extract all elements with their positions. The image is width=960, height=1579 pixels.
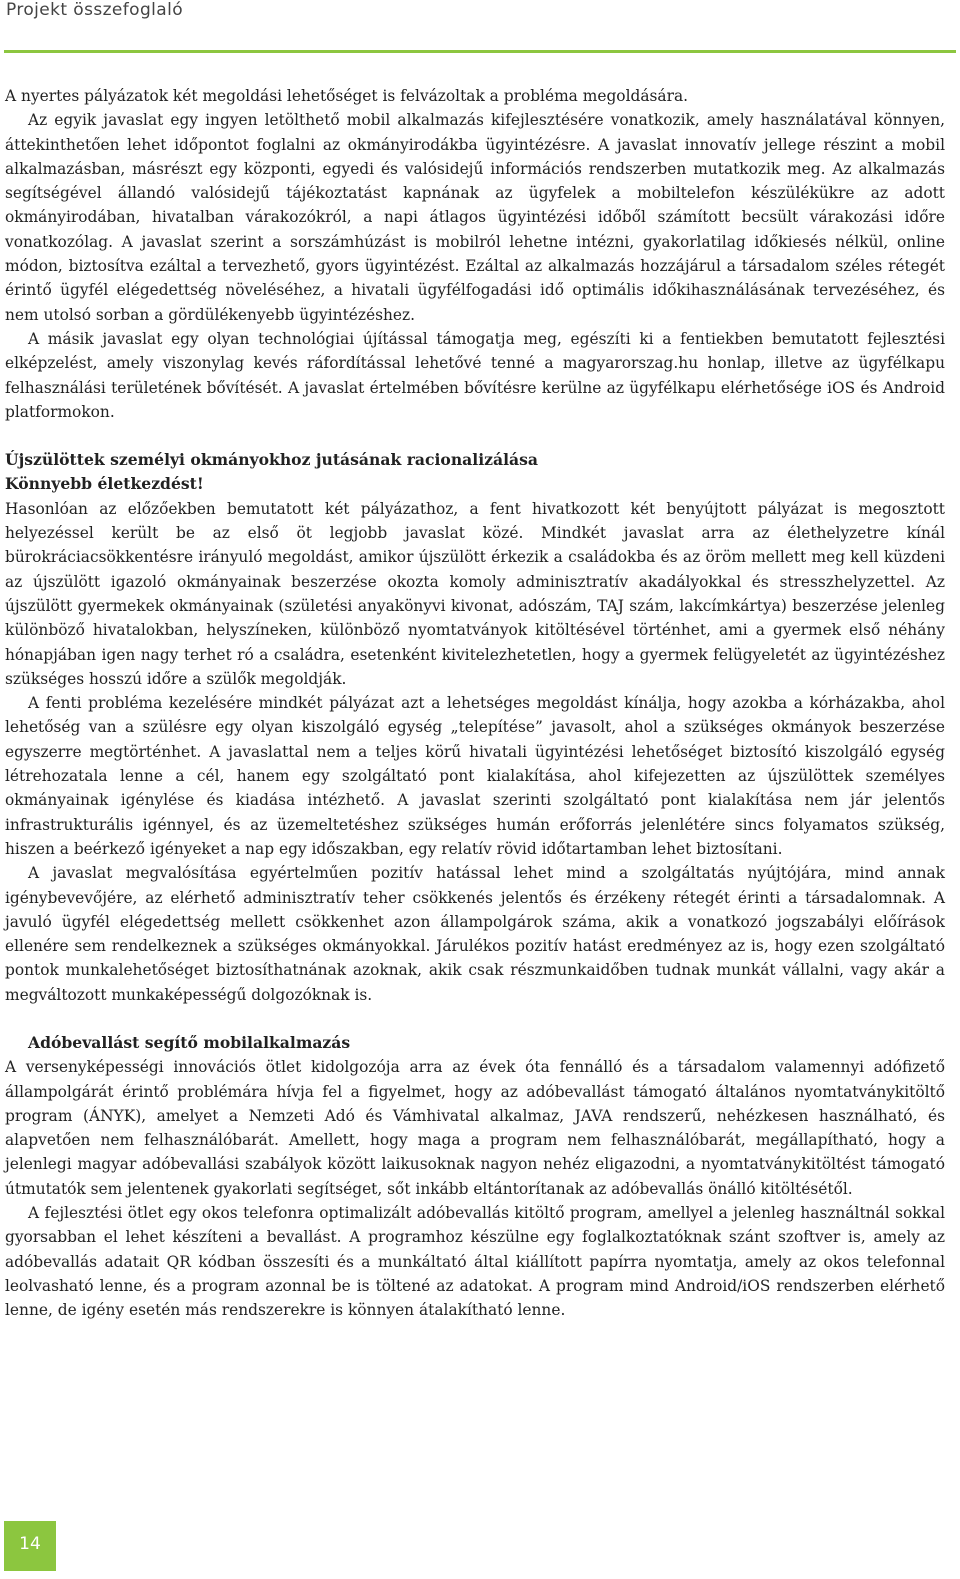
section-subheading-newborn: Könnyebb életkezdést!	[5, 474, 204, 494]
page-number: 14	[19, 1534, 41, 1554]
intro-paragraph: A másik javaslat egy olyan technológiai újítással támogatja meg, egészíti ki a fentiekben bemutatott fejlesztési elképzelést, amely viszonylag kevés ráfordítással lehetővé tenné a magyarorszag.hu honlap, illetve az ügyfélkapu felhasználási területének bővítését. A javaslat értelmében bővítésre kerülne az ügyfélkapu elérhetősége iOS és Android platformokon.	[5, 329, 945, 421]
section-paragraph: A fenti probléma kezelésére mindkét pályázat azt a lehetséges megoldást kínálja, hogy azokba a kórházakba, ahol lehetőség van a szülésre egy olyan kiszolgáló egység „telepítése” javasolt, ahol a szükséges okmányok beszerzése egyszerre megtörténhet. A javaslattal nem a teljes körű hivatali ügyintézési lehetőséget biztosító kiszolgáló egység létrehozatala lenne a cél, hanem egy szolgáltató pont kialakítása, ahol kifejezetten az újszülöttek személyes okmányainak igénylése és kiadása intézhető. A javaslat szerinti szolgáltató pont kialakítása nem jár jelentős infrastrukturális igénnyel, és az üzemeltetéshez szükséges humán erőforrás jelenlétére sincs folyamatos szükség, hiszen a beérkező igényeket a nap egy időszakban, egy relatív rövid időtartamban lehet biztosítani.	[5, 694, 945, 858]
intro-paragraph: Az egyik javaslat egy ingyen letölthető mobil alkalmazás kifejlesztésére vonatkozik, amely használatával könnyen, áttekinthetően lehet időpontot foglalni az okmányirodákba ügyintézésre. A javaslat innovatív jellege részint a mobil alkalmazásban, másrészt egy központi, egyedi és valósidejű információs rendszerben mutatkozik meg. Az alkalmazás segítségével állandó valósidejű tájékoztatást kapnának az ügyfelek a mobiltelefon készülékükre az adott okmányirodában, hivatalban várakozókról, a napi átlagos ügyintézési időből számított becsült várakozási időre vonatkozólag. A javaslat szerint a sorszámhúzást is mobilról lehetne intézni, gyakorlatilag időkiesés nélkül, online módon, biztosítva ezáltal a tervezhető, gyors ügyintézést. Ezáltal az alkalmazás hozzájárul a társadalom széles rétegét érintő ügyfél elégedettség növeléséhez, a hivatali ügyfélfogadási idő optimális időkihasználásának tervezéséhez, és nem utolsó sorban a gördülékenyebb ügyintézéshez.	[5, 111, 945, 324]
section-heading-newborn: Újszülöttek személyi okmányokhoz jutásának racionalizálása	[5, 450, 538, 470]
header-divider	[4, 50, 956, 53]
page-header-title: Projekt összefoglaló	[6, 0, 184, 20]
section-paragraph: Hasonlóan az előzőekben bemutatott két pályázathoz, a fent hivatkozott két benyújtott pályázat is megosztott helyezéssel került be az első öt legjobb javaslat közé. Mindkét javaslat arra az élethelyzetre kínál bürokráciacsökkentésre irányuló megoldást, amikor újszülött érkezik a családokba és az öröm mellett meg kell küzdeni az újszülött igazoló okmányainak beszerzése okozta komoly adminisztratív akadályokkal és stresszhelyzettel. Az újszülött gyermekek okmányainak (születési anyakönyvi kivonat, adószám, TAJ szám, lakcímkártya) beszerzése jelenleg különböző hivatalokban, helyszíneken, különböző nyomtatványok kitöltésével történhet, ami a gyermek első néhány hónapjában igen nagy terhet ró a családra, esetenként kivitelezhetetlen, hogy a gyermek felügyeletét az ügyintézéshez szükséges hosszú időre a szülők megoldják.	[5, 499, 945, 688]
section-paragraph: A fejlesztési ötlet egy okos telefonra optimalizált adóbevallás kitöltő program, amellyel a jelenleg használtnál sokkal gyorsabban el lehet készíteni a bevallást. A programhoz készülne egy foglalkoztatóknak szánt szoftver is, amely az adóbevallás adatait QR kódban összesíti és a munkáltató által kiállított papírra nyomtatja, amely az okos telefonnal leolvasható lenne, és a program azonnal be is töltené az adatokat. A program mind Android/iOS rendszerben elérhető lenne, de igény esetén más rendszerekre is könnyen átalakítható lenne.	[5, 1204, 945, 1320]
section-paragraph: A versenyképességi innovációs ötlet kidolgozója arra az évek óta fennálló és a társadalom valamennyi adófizető állampolgárát érintő problémára hívja fel a figyelmet, hogy az adóbevallást támogató általános nyomtatványkitöltő program (ÁNYK), amelyet a Nemzeti Adó és Vámhivatal alkalmaz, JAVA rendszerű, nehézkesen használható, és alapvetően nem felhasználóbarát. Amellett, hogy maga a program nem felhasználóbarát, megállapítható, hogy a jelenlegi magyar adóbevallási szabályok között laikusoknak nagyon nehéz eligazodni, a nyomtatványkitöltést támogató útmutatók sem jelentenek gyakorlati segítséget, sőt inkább eltántorítanak az adóbevallás önálló kitöltésétől.	[5, 1058, 945, 1198]
section-paragraph: A javaslat megvalósítása egyértelműen pozitív hatással lehet mind a szolgáltatás nyújtójára, mind annak igénybevevőjére, az elérhető adminisztratív teher csökkenés jelentős és érzékeny rétegét érinti a társadalomnak. A javuló ügyfél elégedettség mellett csökkenhet azon állampolgárok száma, akik a vonatkozó jogszabályi előírások ellenére sem rendelkeznek a szükséges okmányokkal. Járulékos pozitív hatást eredményez az is, hogy ezen szolgáltató pontok munkalehetőséget biztosíthatnának azoknak, akik csak részmunkaidőben tudnak munkát vállalni, vagy akár a megváltozott munkaképességű dolgozóknak is.	[5, 864, 945, 1004]
section-heading-tax-app: Adóbevallást segítő mobilalkalmazás	[28, 1032, 351, 1052]
intro-paragraph: A nyertes pályázatok két megoldási lehetőséget is felvázoltak a probléma megoldására.	[5, 87, 689, 105]
document-body	[5, 84, 945, 1323]
page-number-tab	[4, 1521, 56, 1571]
